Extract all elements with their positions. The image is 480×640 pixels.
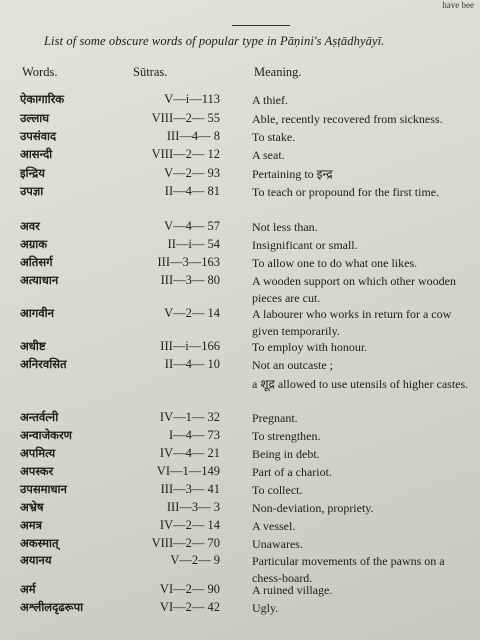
meaning-cell: To collect.	[252, 483, 303, 497]
sutra-cell: III—3— 41	[160, 482, 220, 496]
word-cell: अकस्मात्	[20, 536, 59, 550]
word-cell: उपज्ञा	[20, 184, 44, 198]
word-cell: आसन्दी	[20, 147, 53, 161]
meaning-cell: Ugly.	[252, 601, 279, 615]
word-cell: ऐकागारिक	[20, 92, 65, 106]
sutra-cell: I—4— 73	[168, 428, 220, 442]
meaning-cell: To strengthen.	[252, 429, 321, 443]
sutra-cell: V—2— 9	[170, 553, 220, 567]
meaning-cell: A ruined village.	[252, 583, 333, 597]
word-cell: इन्द्रिय	[20, 166, 45, 180]
meaning-cell: To allow one to do what one likes.	[252, 256, 418, 270]
meaning-cell: A thief.	[252, 93, 288, 107]
word-cell: उपसमाधान	[20, 482, 67, 496]
meaning-cell: A labourer who works in return for a cow given temporarily.	[252, 307, 452, 338]
sutra-cell: II—i— 54	[167, 237, 220, 251]
sutra-cell: VI—2— 42	[159, 600, 220, 614]
word-cell: अधीष्ट	[20, 339, 46, 353]
word-cell: अग्राक	[20, 237, 48, 251]
page-title: List of some obscure words of popular type in Pāṇini's Aṣṭādhyāyī.	[44, 34, 385, 48]
meaning-cell: Pregnant.	[252, 411, 298, 425]
meaning-cell: To employ with honour.	[252, 340, 368, 354]
word-cell: अन्वाजेकरण	[20, 428, 72, 442]
meaning-cell: Particular movements of the pawns on a chess-board.	[252, 554, 445, 585]
meaning-cell: Unawares.	[252, 537, 303, 551]
meaning-cell: Able, recently recovered from sickness.	[252, 112, 443, 126]
word-cell: अश्लीलदृढरूपा	[20, 600, 84, 614]
header-sutras: Sūtras.	[133, 65, 168, 79]
word-cell: अपस्कर	[20, 464, 54, 478]
meaning-cell: To teach or propound for the first time.	[252, 185, 440, 199]
sutra-cell: VI—2— 90	[159, 582, 220, 596]
corner-text: have bee	[442, 0, 474, 10]
meaning-cell: A seat.	[252, 148, 285, 162]
sutra-cell: III—3—163	[157, 255, 220, 269]
word-cell: अन्तर्वत्नी	[20, 410, 59, 424]
meaning-cell: Not an outcaste ;	[252, 358, 333, 372]
word-cell: अनिरवसित	[20, 357, 67, 371]
sutra-cell: III—i—166	[160, 339, 220, 353]
meaning-cell: A wooden support on which other wooden pieces are cut.	[252, 274, 456, 305]
sutra-cell: V—4— 57	[164, 219, 220, 233]
sutra-cell: V—2— 14	[164, 306, 220, 320]
sutra-cell: III—3— 3	[166, 500, 220, 514]
sutra-cell: VIII—2— 12	[151, 147, 220, 161]
header-words: Words.	[22, 65, 58, 79]
word-cell: अपमित्य	[20, 446, 56, 460]
meaning-cell: Not less than.	[252, 220, 318, 234]
word-cell: अयानय	[20, 553, 52, 567]
sutra-cell: III—4— 8	[166, 129, 220, 143]
sutra-cell: VIII—2— 55	[151, 111, 220, 125]
word-cell: अभ्रेष	[20, 500, 44, 514]
divider-rule	[232, 25, 290, 26]
sutra-cell: IV—1— 32	[159, 410, 220, 424]
meaning-cell: Insignificant or small.	[252, 238, 358, 252]
sutra-cell: V—i—113	[164, 92, 220, 106]
sutra-cell: II—4— 10	[164, 357, 220, 371]
sutra-cell: IV—4— 21	[159, 446, 220, 460]
meaning-cell: Pertaining to इन्द्र	[252, 167, 333, 181]
meaning-cell: a शूद्र allowed to use utensils of higher castes.	[252, 377, 469, 391]
word-cell: अत्याधान	[20, 273, 59, 287]
meaning-cell: Being in debt.	[252, 447, 320, 461]
word-cell: अतिसर्ग	[20, 255, 53, 269]
sutra-cell: VIII—2— 70	[151, 536, 220, 550]
meaning-cell: Part of a chariot.	[252, 465, 332, 479]
word-cell: उल्लाघ	[20, 111, 50, 125]
word-cell: आगवीन	[20, 306, 54, 320]
word-cell: अर्म	[20, 582, 36, 596]
header-meaning: Meaning.	[254, 65, 302, 79]
sutra-cell: V—2— 93	[164, 166, 220, 180]
meaning-cell: To stake.	[252, 130, 296, 144]
meaning-cell: Non-deviation, propriety.	[252, 501, 374, 515]
sutra-cell: IV—2— 14	[159, 518, 220, 532]
sutra-cell: III—3— 80	[160, 273, 220, 287]
word-cell: अवर	[20, 219, 40, 233]
word-cell: अमत्र	[20, 518, 43, 532]
sutra-cell: VI—1—149	[156, 464, 220, 478]
sutra-cell: II—4— 81	[164, 184, 220, 198]
meaning-cell: A vessel.	[252, 519, 296, 533]
word-cell: उपसंवाद	[20, 129, 57, 143]
